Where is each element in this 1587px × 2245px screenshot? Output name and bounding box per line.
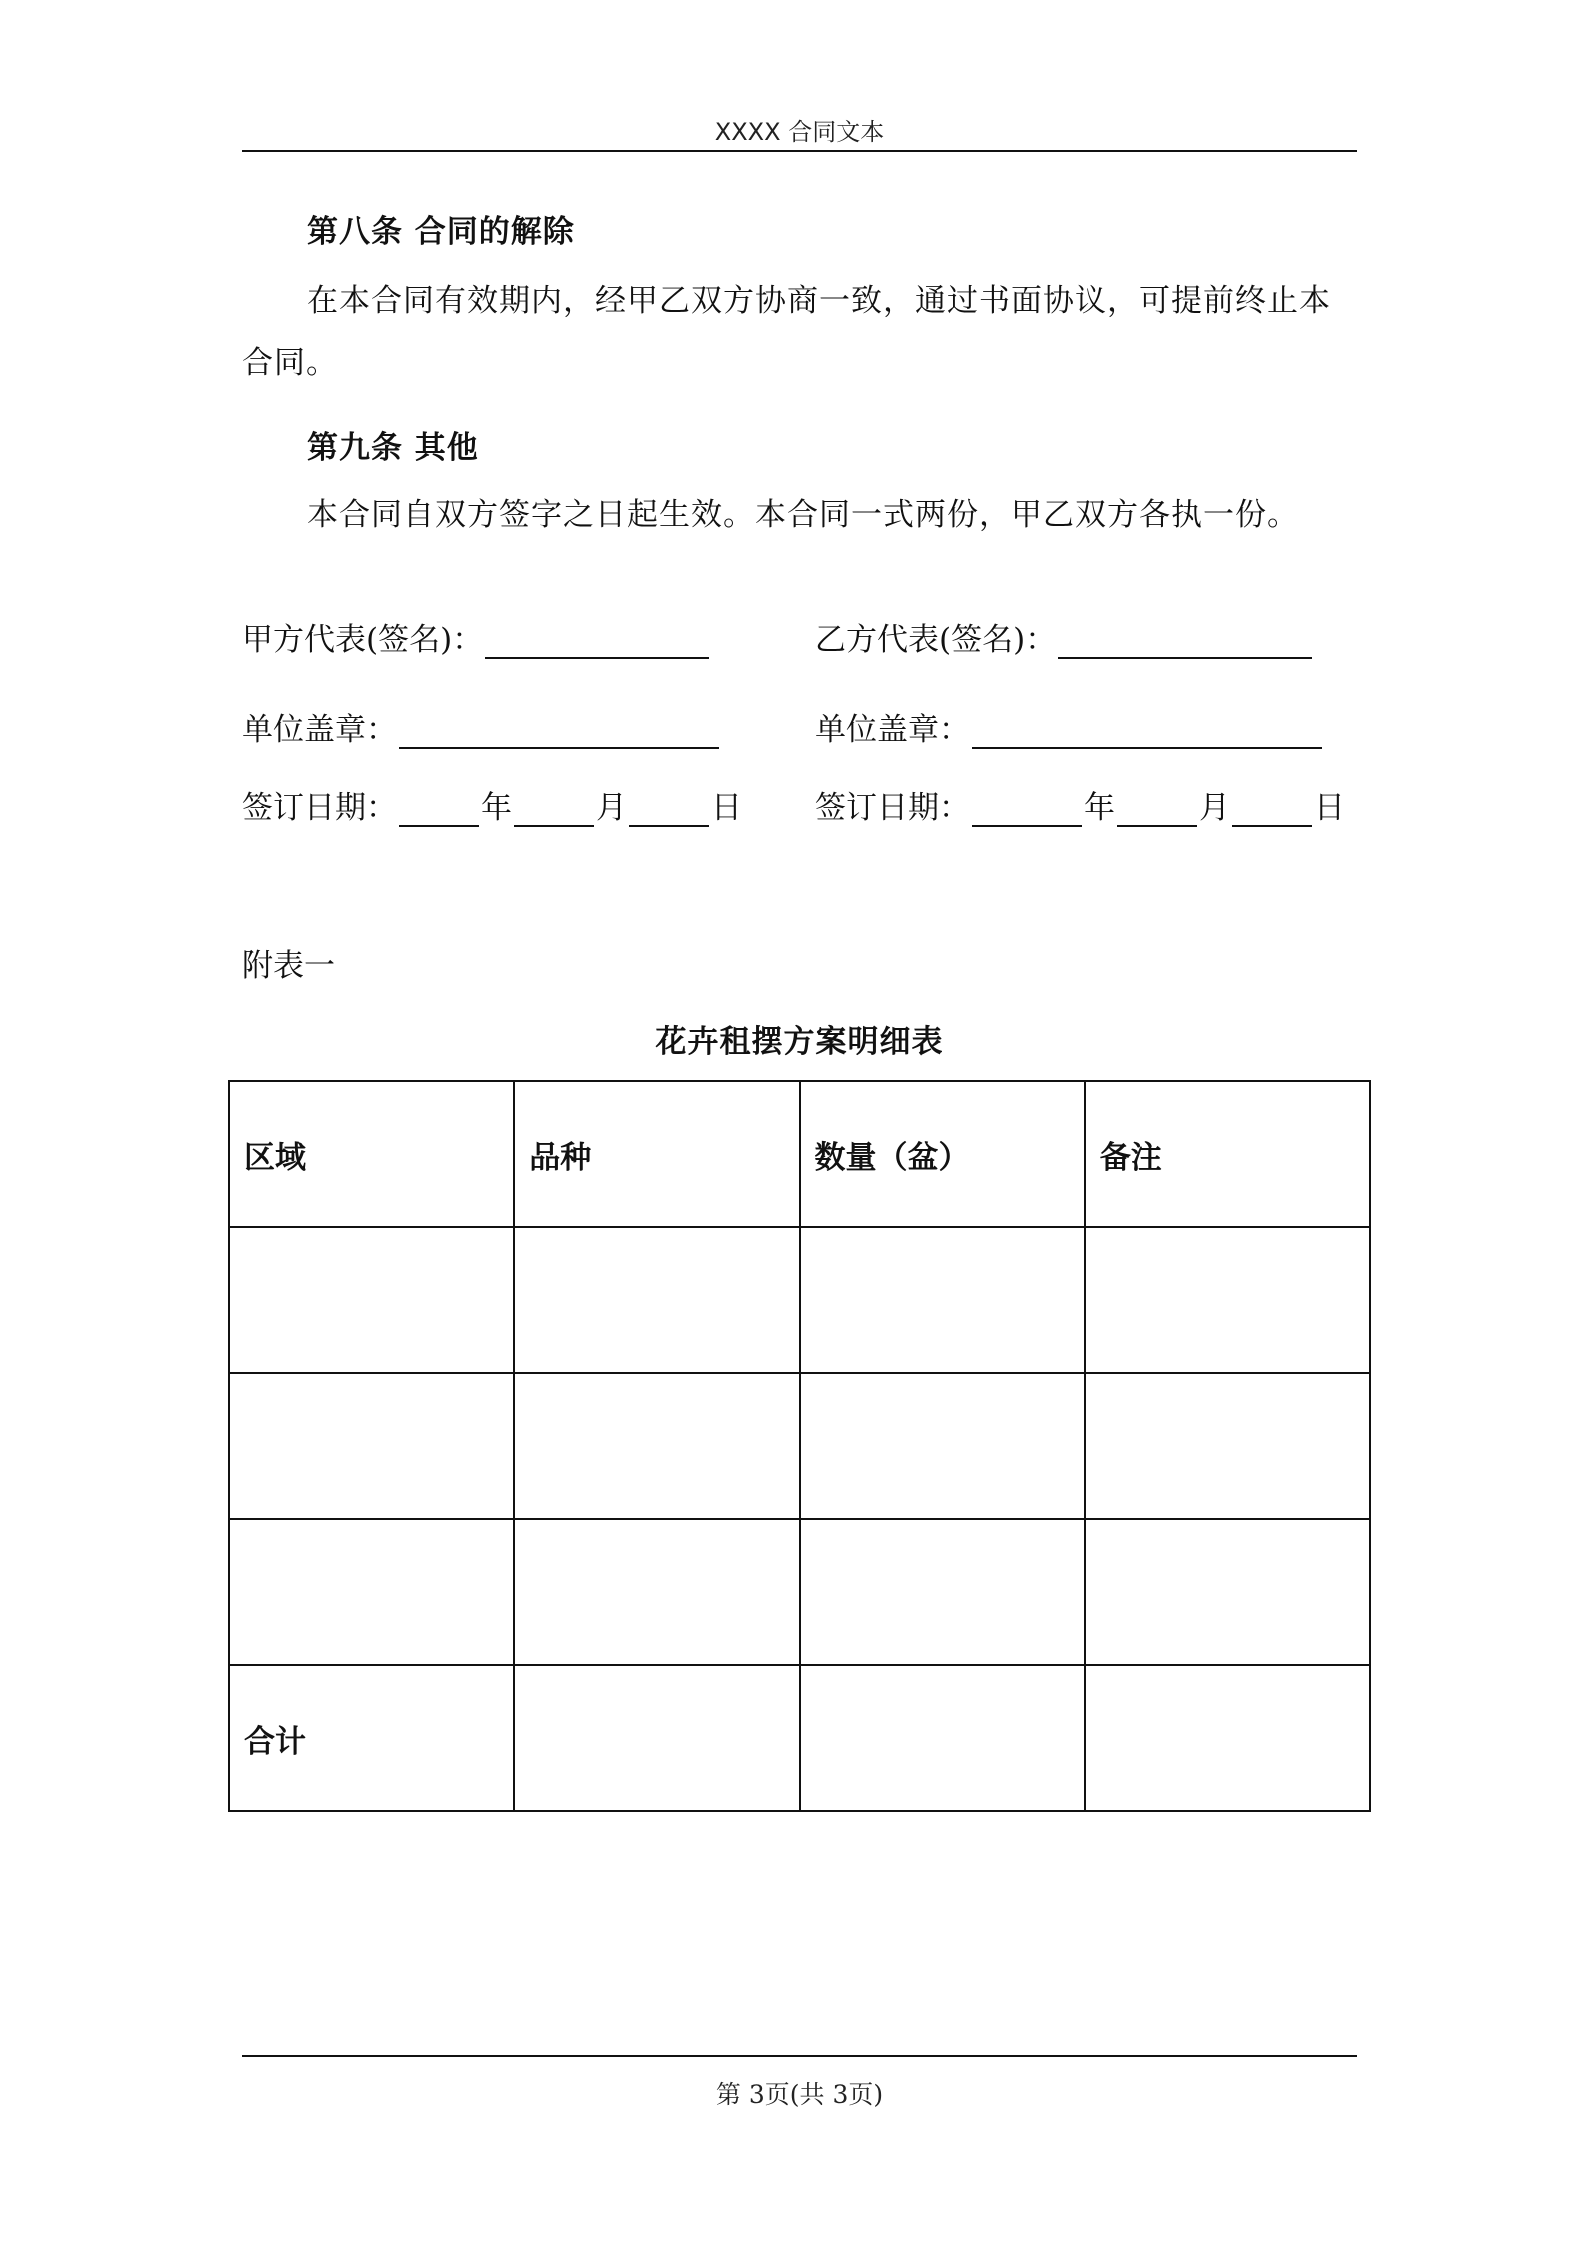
- party-b-year-unit: 年: [1084, 790, 1115, 826]
- party-b-seal-label: 单位盖章：: [815, 712, 970, 748]
- table-row: [229, 1519, 1370, 1665]
- party-b-seal-line: [815, 704, 1324, 749]
- party-a-signature-blank[interactable]: [485, 623, 709, 659]
- article-9-body: 本合同自双方签字之日起生效。本合同一式两份，甲乙双方各执一份。: [307, 497, 1299, 533]
- party-a-month-blank[interactable]: [514, 791, 594, 827]
- article-8-title: 第八条 合同的解除: [307, 214, 575, 250]
- party-a-year-unit: 年: [481, 790, 512, 826]
- party-b-month-unit: 月: [1199, 790, 1230, 826]
- table-cell[interactable]: [800, 1227, 1085, 1373]
- table-cell[interactable]: [800, 1373, 1085, 1519]
- table-cell[interactable]: [229, 1373, 514, 1519]
- page-number: 第 3页(共 3页): [715, 2080, 884, 2109]
- party-a-month-unit: 月: [596, 790, 627, 826]
- table-cell[interactable]: [229, 1227, 514, 1373]
- table-cell[interactable]: [1085, 1665, 1370, 1811]
- appendix-table-title: 花卉租摆方案明细表: [655, 1024, 944, 1060]
- flower-rental-detail-table: [228, 1080, 1371, 1812]
- appendix-label: 附表一: [242, 948, 335, 984]
- column-header-remarks: 备注: [1085, 1081, 1370, 1227]
- table-cell[interactable]: [514, 1227, 799, 1373]
- article-8-body: 在本合同有效期内，经甲乙双方协商一致，通过书面协议，可提前终止本合同。: [242, 283, 1331, 381]
- table-cell[interactable]: [1085, 1519, 1370, 1665]
- table-cell[interactable]: [514, 1373, 799, 1519]
- party-b-seal-blank[interactable]: [972, 713, 1322, 749]
- party-b-date-label: 签订日期：: [815, 790, 970, 826]
- party-a-date-label: 签订日期：: [242, 790, 397, 826]
- party-b-year-blank[interactable]: [972, 791, 1082, 827]
- party-b-signature-line: [815, 614, 1314, 659]
- party-b-day-unit: 日: [1314, 790, 1345, 826]
- party-a-day-blank[interactable]: [629, 791, 709, 827]
- party-a-date-line: [242, 782, 742, 827]
- table-row: [229, 1373, 1370, 1519]
- footer-divider: [242, 2055, 1357, 2057]
- table-row: [229, 1227, 1370, 1373]
- party-a-seal-blank[interactable]: [399, 713, 719, 749]
- page-header: XXXX 合同文本: [714, 118, 885, 146]
- party-b-date-line: [815, 782, 1345, 827]
- party-b-month-blank[interactable]: [1117, 791, 1197, 827]
- table-cell[interactable]: [800, 1665, 1085, 1811]
- party-b-day-blank[interactable]: [1232, 791, 1312, 827]
- table-header-row: [229, 1081, 1370, 1227]
- table-cell[interactable]: [800, 1519, 1085, 1665]
- table-total-row: [229, 1665, 1370, 1811]
- header-divider: [242, 150, 1357, 152]
- table-cell[interactable]: [229, 1519, 514, 1665]
- column-header-variety: 品种: [514, 1081, 799, 1227]
- column-header-quantity: 数量（盆）: [800, 1081, 1085, 1227]
- party-a-day-unit: 日: [711, 790, 742, 826]
- party-a-signature-line: [242, 614, 711, 659]
- party-a-seal-label: 单位盖章：: [242, 712, 397, 748]
- total-label-cell: 合计: [229, 1665, 514, 1811]
- party-b-signature-blank[interactable]: [1058, 623, 1312, 659]
- table-cell[interactable]: [514, 1665, 799, 1811]
- party-a-rep-label: 甲方代表(签名)：: [242, 622, 484, 658]
- column-header-area: 区域: [229, 1081, 514, 1227]
- party-b-rep-label: 乙方代表(签名)：: [815, 622, 1057, 658]
- table-cell[interactable]: [1085, 1227, 1370, 1373]
- party-a-year-blank[interactable]: [399, 791, 479, 827]
- table-cell[interactable]: [514, 1519, 799, 1665]
- article-9-title: 第九条 其他: [307, 430, 479, 466]
- party-a-seal-line: [242, 704, 721, 749]
- table-cell[interactable]: [1085, 1373, 1370, 1519]
